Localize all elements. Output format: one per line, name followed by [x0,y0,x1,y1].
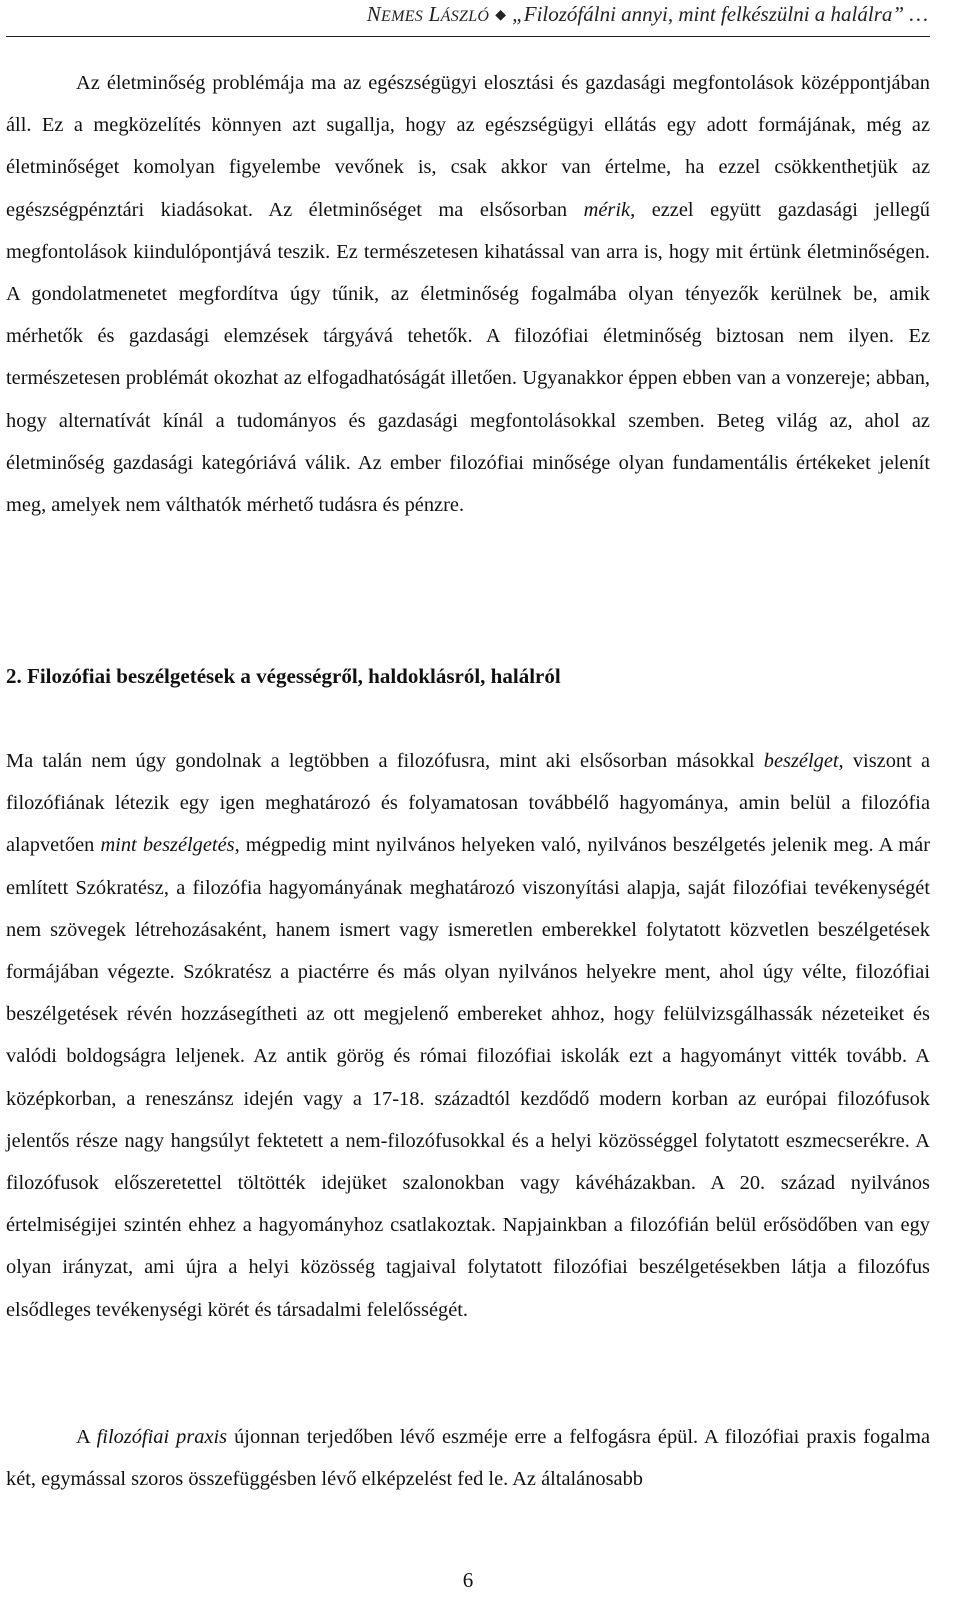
diamond-bullet-icon: ◆ [495,8,507,23]
page-number: 6 [462,1568,474,1592]
emphasis: beszélget [763,750,839,772]
header-rule [6,36,930,37]
emphasis: mint beszélgetés [100,834,235,857]
header-author: NEMES LÁSZLÓ [366,2,490,26]
paragraph-1: Az életminőség problémája ma az egészségügyi elosztási és gazdasági megfontolások középpontjában áll. Ez a megközelítés könnyen azt sugallja, hogy az egészségügyi ellátás egy adott formájának, még az életminőséget komolyan figyelembe vevőnek is, csak akkor van értelme, ha ezzel csökkenthetjük az egészségpénztári kiadásokat. Az életminőséget ma elsősorban mérik, ezzel együtt gazdasági jellegű megfontolások kiindulópontjává teszik. Ez természetesen kihatással van arra is, hogy mit értünk életminőségen. A gondolatmenetet megfordítva úgy tűnik, az életminőség fogalmába olyan tényezők kerülnek be, amik mérhetők és gazdasági elemzések tárgyává tehetők. A filozófiai életminőség biztosan nem ilyen. Ez természetesen problémát okozhat az elfogadhatóságát illetően. Ugyanakkor éppen ebben van a vonzereje; abban, hogy alternatívát kínál a tudományos és gazdasági megfontolásokkal szemben. Beteg világ az, ahol az életminőség gazdasági kategóriává válik. Az ember filozófiai minősége olyan fundamentális értékeket jelenít meg, amelyek nem válthatók mérhető tudásra és pénzre. [6,72,930,517]
paragraph-3: A filozófiai praxis újonnan terjedőben lévő eszméje erre a felfogásra épül. A filozófiai praxis fogalma két, egymással szoros összefüggésben lévő elképzelést fed le. Az általánosabb [6,1426,930,1491]
header-title: „Filozófálni annyi, mint felkészülni a halálra” … [512,2,928,26]
emphasis: filozófiai praxis [96,1426,228,1448]
paragraph-2: Ma talán nem úgy gondolnak a legtöbben a filozófusra, mint aki elsősorban másokkal beszélget, viszont a filozófiának létezik egy igen meghatározó és folyamatosan továbbélő hagyománya, amin belül a filozófia alapvetően mint beszélgetés, mégpedig mint nyilvános helyeken való, nyilvános beszélgetés jelenik meg. A már említett Szókratész, a filozófia hagyományának meghatározó viszonyítási alapja, saját filozófiai tevékenységét nem szövegek létrehozásaként, hanem ismert vagy ismeretlen emberekkel folytatott közvetlen beszélgetések formájában végezte. Szókratész a piactérre és más olyan nyilvános helyekre ment, ahol úgy vélte, filozófiai beszélgetések révén hozzásegítheti az ott megjelenő embereket ahhoz, hogy felülvizsgálhassák nézeteiket és valódi boldogságra leljenek. Az antik görög és római filozófiai iskolák ezt a hagyományt vitték tovább. A középkorban, a reneszánsz idején vagy a 17-18. századtól kezdődő modern korban az európai filozófusok jelentős része nagy hangsúlyt fektetett a nem-filozófusokkal és a helyi közösséggel folytatott eszmecserékre. A filozófusok előszeretettel töltötték idejüket szalonokban vagy kávéházakban. A 20. század nyilvános értelmiségijei szintén ehhez a hagyományhoz csatlakoztak. Napjainkban a filozófián belül erősödőben van egy olyan irányzat, ami újra a helyi közösség tagjaival folytatott filozófiai beszélgetésekben látja a filozófus elsődleges tevékenységi körét és társadalmi felelősségét. [6,750,931,1321]
emphasis: mérik [583,198,631,221]
section-heading: 2. Filozófiai beszélgetések a végességről, haldoklásról, halálról [6,664,561,688]
running-header [367,2,928,27]
